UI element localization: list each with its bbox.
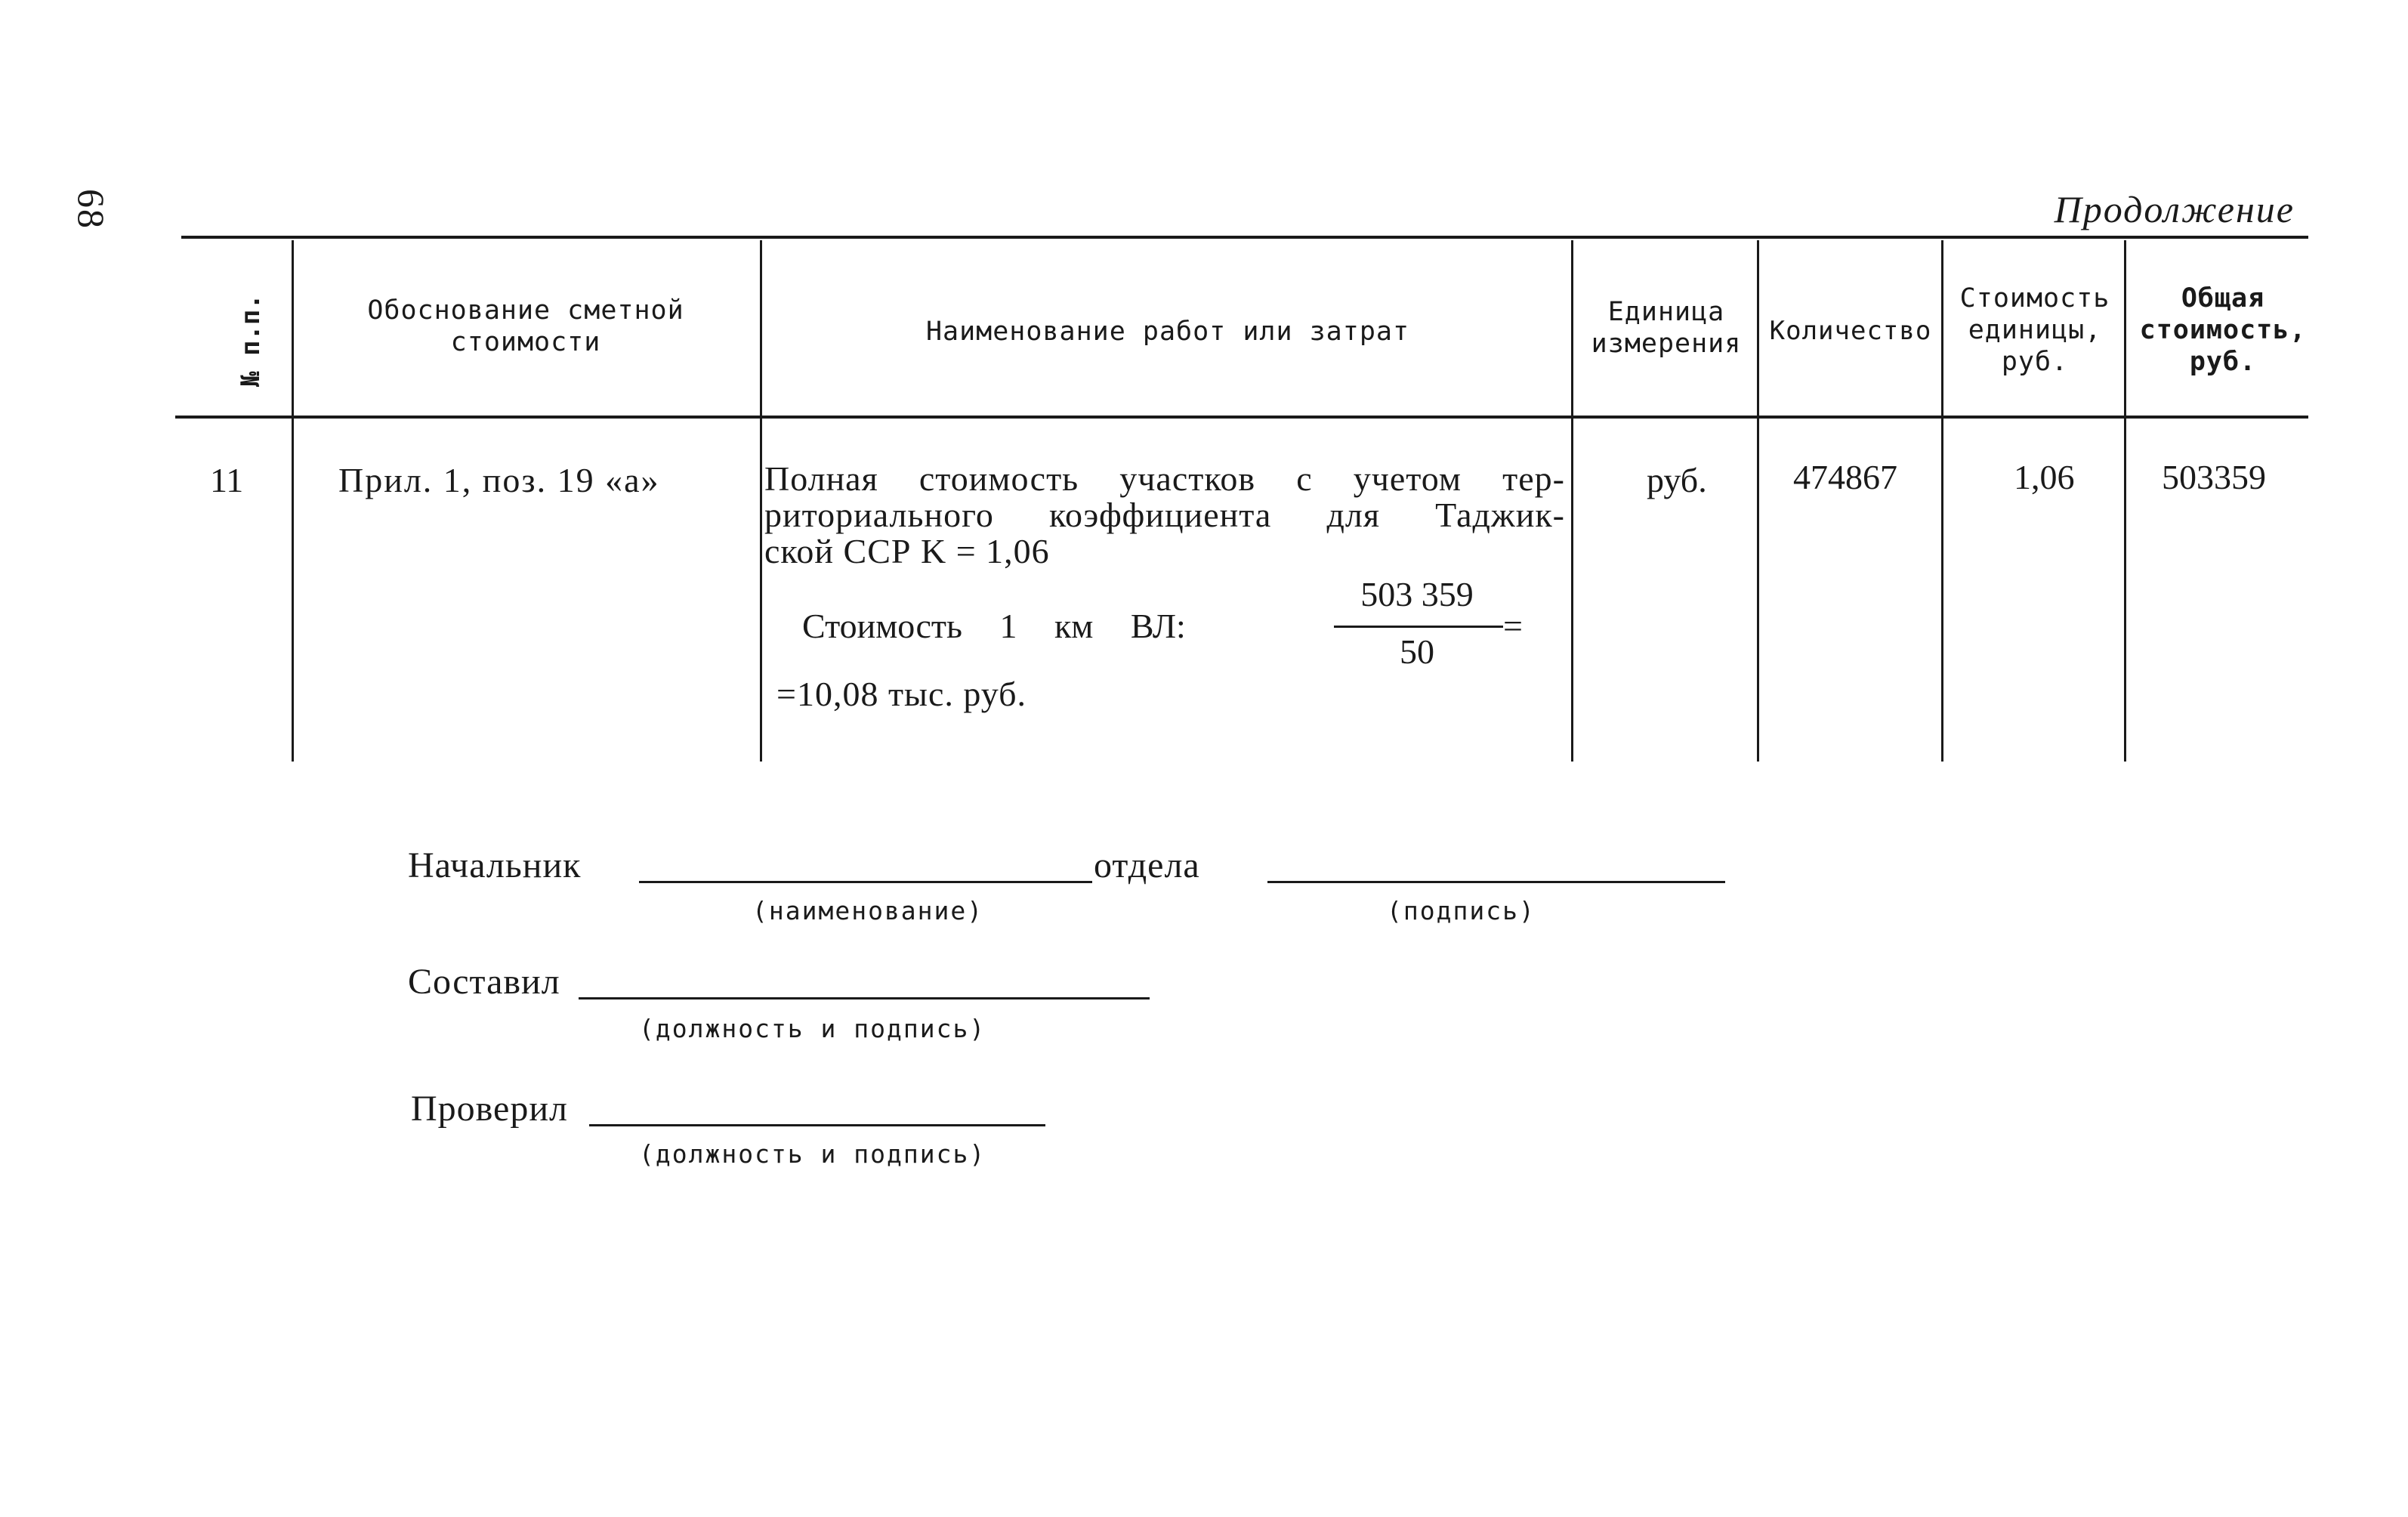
row-unit-cost: 1,06 — [2014, 458, 2075, 496]
table-header-rule — [175, 416, 2308, 419]
chief-sign-line — [1267, 881, 1725, 883]
header-basis: Обоснование сметной стоимости — [367, 295, 684, 357]
compiled-label: Составил — [408, 962, 560, 1002]
header-qty: Количество — [1769, 316, 1932, 346]
continuation-label: Продолжение — [2054, 188, 2295, 230]
header-name: Наименование работ или затрат — [925, 317, 1410, 347]
chief-name-line — [639, 881, 1092, 883]
row-qty: 474867 — [1793, 458, 1897, 496]
checked-line — [589, 1124, 1045, 1126]
cost-numerator: 503 359 — [1360, 575, 1474, 613]
cost-label: Стоимость 1 км ВЛ: — [802, 607, 1186, 645]
col-divider-4 — [1757, 240, 1759, 762]
col-divider-6 — [2124, 240, 2126, 762]
cost-denominator: 50 — [1400, 632, 1434, 671]
col-divider-3 — [1571, 240, 1573, 762]
row-unit: руб. — [1647, 461, 1707, 499]
page-number: 68 — [70, 189, 113, 230]
row-total: 503359 — [2162, 458, 2266, 496]
chief-hint-name: (наименование) — [752, 896, 984, 925]
checked-label: Проверил — [411, 1089, 568, 1129]
dept-label: отдела — [1094, 845, 1200, 885]
row-description: Полная стоимость участков с учетом тер- риториального коэффициента для Таджик- ской ССР K = 1,06 — [764, 459, 1565, 570]
fraction-bar — [1334, 626, 1503, 628]
chief-label: Начальник — [408, 845, 582, 885]
col-divider-2 — [760, 240, 762, 762]
header-unit-cost: Стоимость единицы, руб. — [1959, 283, 2110, 377]
row-num: 11 — [210, 461, 244, 499]
cost-result: =10,08 тыс. руб. — [776, 675, 1027, 713]
table-top-rule — [181, 236, 2308, 239]
header-total: Общая стоимость, руб. — [2139, 283, 2307, 377]
col-divider-1 — [292, 240, 294, 762]
row-basis: Прил. 1, поз. 19 «а» — [338, 461, 660, 499]
header-unit: Единица измерения — [1591, 297, 1742, 359]
chief-hint-sign: (подпись) — [1387, 896, 1536, 925]
compiled-hint: (должность и подпись) — [639, 1014, 986, 1043]
checked-hint: (должность и подпись) — [639, 1139, 986, 1169]
header-num: № п.п. — [236, 294, 266, 387]
col-divider-5 — [1941, 240, 1943, 762]
cost-equals: = — [1503, 607, 1523, 645]
compiled-line — [579, 997, 1150, 999]
